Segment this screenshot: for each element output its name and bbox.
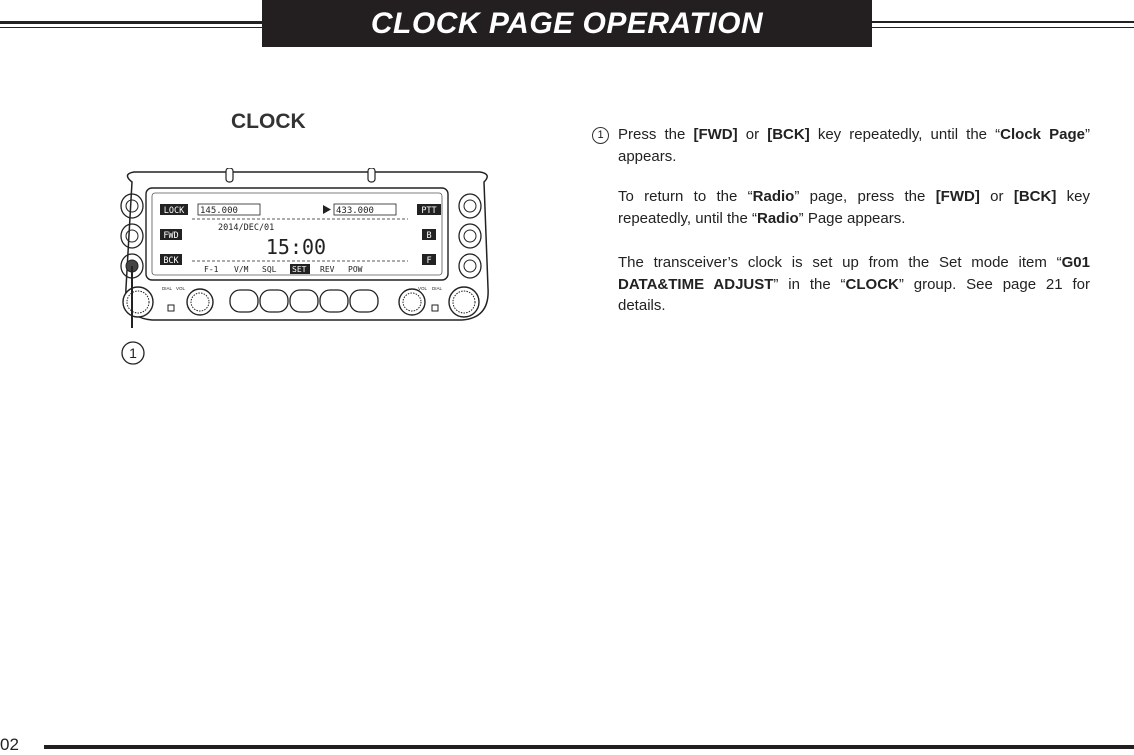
instruction-paragraph-2: To return to the “Radio” page, press the [FWD] or [BCK] key repeatedly, until the “Radio” Page appears. [618,188,1090,227]
header-rule-left-thin [0,27,262,28]
header-rule-right-thin [872,27,1134,28]
step-marker: 1 [592,127,609,144]
softkey-vm: V/M [234,265,249,274]
callout-number: 1 [129,345,137,361]
radio-top-tab-left [226,168,233,182]
date-text: 2014/DEC/01 [218,223,275,233]
center-buttons [230,290,378,312]
knob-label-right-b: DIAL [432,286,443,291]
f-label: F [426,256,432,266]
ptt-label: PTT [421,206,437,216]
lock-label: LOCK [163,206,185,216]
knob-label-right-a: VOL [418,286,428,291]
bck-label: BCK [163,256,179,266]
softkey-set: SET [292,265,307,274]
freq-right: 433.000 [336,206,374,216]
softkey-sql: SQL [262,265,277,274]
fwd-label: FWD [163,231,179,241]
page-title-banner [262,0,872,47]
knob-label-left-b: VOL [176,286,186,291]
left-side-buttons [121,194,143,278]
freq-left: 145.000 [200,206,238,216]
instruction-paragraph-1: Press the [FWD] or [BCK] key repeatedly, until the “Clock Page” appears. [618,126,1090,165]
header-rule-right [872,21,1134,23]
time-text: 15:00 [265,235,327,259]
softkey-rev: REV [320,265,335,274]
radio-top-tab-right [368,168,375,182]
b-label: B [426,231,432,241]
left-knobs [123,286,213,317]
right-side-buttons [459,194,481,278]
right-knobs [399,286,479,317]
softkey-pow: POW [348,265,363,274]
page-title: CLOCK PAGE OPERATION [370,6,764,40]
radio-front-panel-illustration [112,168,502,328]
callout-marker [120,340,146,366]
footer-rule [44,745,1134,749]
page-number: 02 [0,735,19,754]
knob-label-left-a: DIAL [162,286,173,291]
softkey-f1: F-1 [204,265,219,274]
figure-title: CLOCK [231,110,306,133]
header-rule-left [0,21,262,24]
instruction-paragraph-3: The transceiver’s clock is set up from the Set mode item “G01 DATA&TIME ADJUST” in the “CLOCK” group. See page 21 for details. [618,254,1090,314]
